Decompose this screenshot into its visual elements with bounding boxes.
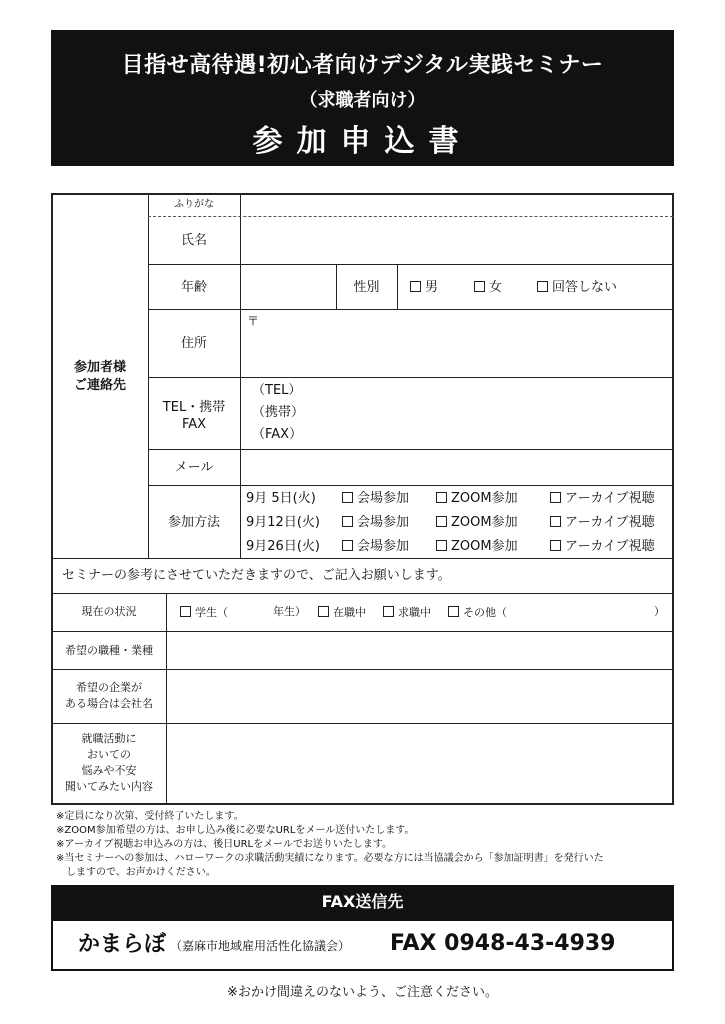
title-banner (51, 30, 674, 166)
gender-option-female[interactable]: 女 (474, 281, 502, 294)
fax-destination-header: FAX送信先 (51, 885, 674, 919)
session-date: 9月 5日(火) (246, 491, 316, 506)
grid-line (148, 485, 673, 486)
checkbox-icon (342, 516, 353, 527)
seminar-title: 目指せ高待遇!初心者向けデジタル実践セミナー (121, 53, 604, 78)
concern-field[interactable] (167, 724, 673, 804)
option-archive[interactable]: アーカイブ視聴 (550, 540, 655, 553)
phone-label: TEL・携帯 (162, 400, 226, 415)
phone-fields[interactable] (300, 378, 673, 449)
status-student[interactable]: 学生（ (180, 606, 228, 618)
email-field[interactable] (241, 450, 673, 485)
age-field[interactable] (241, 265, 336, 309)
status-jobseeking[interactable]: 求職中 (383, 606, 431, 618)
desired-company-label-2: ある場合は会社名 (65, 697, 153, 710)
checkbox-icon (180, 606, 191, 617)
checkbox-icon (436, 516, 447, 527)
option-zoom[interactable]: ZOOM参加 (436, 492, 518, 505)
address-field[interactable] (241, 310, 673, 377)
gender-option-no-answer[interactable]: 回答しない (537, 281, 617, 294)
note-3: ※アーカイブ視聴お申込みの方は、後日URLをメールでお送りいたします。 (56, 839, 393, 850)
grid-line (52, 558, 673, 559)
desired-company-field[interactable] (167, 670, 673, 723)
option-venue[interactable]: 会場参加 (342, 540, 409, 553)
tel-label: （TEL） (252, 383, 302, 398)
checkbox-icon (318, 606, 329, 617)
checkbox-icon (550, 516, 561, 527)
concern-label-3: 悩みや不安 (81, 764, 137, 777)
status-grade: 年生） (273, 605, 306, 618)
grid-line (148, 264, 673, 265)
option-venue[interactable]: 会場参加 (342, 492, 409, 505)
concern-label: 就職活動に (81, 732, 137, 745)
participant-section-label: 参加者様 (73, 360, 126, 375)
checkbox-icon (550, 540, 561, 551)
grid-line (52, 593, 673, 594)
gender-option-male[interactable]: 男 (410, 281, 438, 294)
grid-line (397, 265, 398, 309)
furigana-field[interactable] (241, 195, 673, 215)
checkbox-icon (436, 492, 447, 503)
gender-label: 性別 (353, 280, 380, 295)
furigana-label: ふりがな (174, 199, 214, 210)
checkbox-icon (342, 540, 353, 551)
status-other[interactable]: その他（ (448, 606, 507, 618)
checkbox-icon (448, 606, 459, 617)
mobile-label: （携帯） (252, 405, 305, 420)
checkbox-icon (342, 492, 353, 503)
postal-mark: 〒 (247, 314, 260, 328)
session-date: 9月12日(火) (246, 515, 320, 530)
checkbox-icon (537, 281, 548, 292)
name-field[interactable] (241, 217, 673, 264)
desired-company-label: 希望の企業が (76, 681, 142, 694)
note-2: ※ZOOM参加希望の方は、お申し込み後に必要なURLをメール送付いたします。 (56, 825, 415, 836)
checkbox-icon (410, 281, 421, 292)
survey-intro: セミナーの参考にさせていただきますので、ご記入お願いします。 (62, 568, 451, 583)
note-4-cont: しますので、お声かけください。 (66, 867, 216, 878)
participation-label: 参加方法 (167, 515, 220, 530)
grid-line (148, 194, 149, 558)
fax-number-label: （FAX） (252, 427, 303, 442)
note-4: ※当セミナーへの参加は、ハローワークの求職活動実績になります。必要な方には当協議会から「参加証明書」を発行いた (56, 853, 604, 864)
desired-job-label: 希望の職種・業種 (65, 644, 153, 657)
checkbox-icon (550, 492, 561, 503)
form-title: 参加申込書 (252, 124, 473, 159)
email-label: メール (174, 460, 214, 475)
org-full-name: （嘉麻市地域雇用活性化協議会） (170, 939, 351, 953)
org-brand: かまらぼ (78, 932, 167, 957)
note-1: ※定員になり次第、受付終了いたします。 (56, 811, 244, 822)
checkbox-icon (383, 606, 394, 617)
option-archive[interactable]: アーカイブ視聴 (550, 516, 655, 529)
option-zoom[interactable]: ZOOM参加 (436, 516, 518, 529)
seminar-subtitle: （求職者向け） (299, 90, 426, 111)
participant-section-label-2: ご連絡先 (73, 378, 126, 393)
name-label: 氏名 (180, 233, 207, 248)
fax-number: FAX 0948-43-4939 (390, 931, 616, 956)
age-label: 年齢 (180, 280, 207, 295)
desired-job-field[interactable] (167, 632, 673, 669)
footer-note: ※おかけ間違えのないよう、ご注意ください。 (227, 985, 498, 1000)
option-archive[interactable]: アーカイブ視聴 (550, 492, 655, 505)
status-other-close: ） (654, 605, 665, 618)
address-label: 住所 (180, 336, 207, 351)
checkbox-icon (474, 281, 485, 292)
session-date: 9月26日(火) (246, 539, 320, 554)
concern-label-4: 聞いてみたい内容 (65, 780, 153, 793)
checkbox-icon (436, 540, 447, 551)
option-zoom[interactable]: ZOOM参加 (436, 540, 518, 553)
option-venue[interactable]: 会場参加 (342, 516, 409, 529)
fax-label: FAX (181, 417, 207, 432)
status-employed[interactable]: 在職中 (318, 606, 366, 618)
concern-label-2: おいての (87, 748, 131, 761)
status-label: 現在の状況 (81, 605, 137, 618)
